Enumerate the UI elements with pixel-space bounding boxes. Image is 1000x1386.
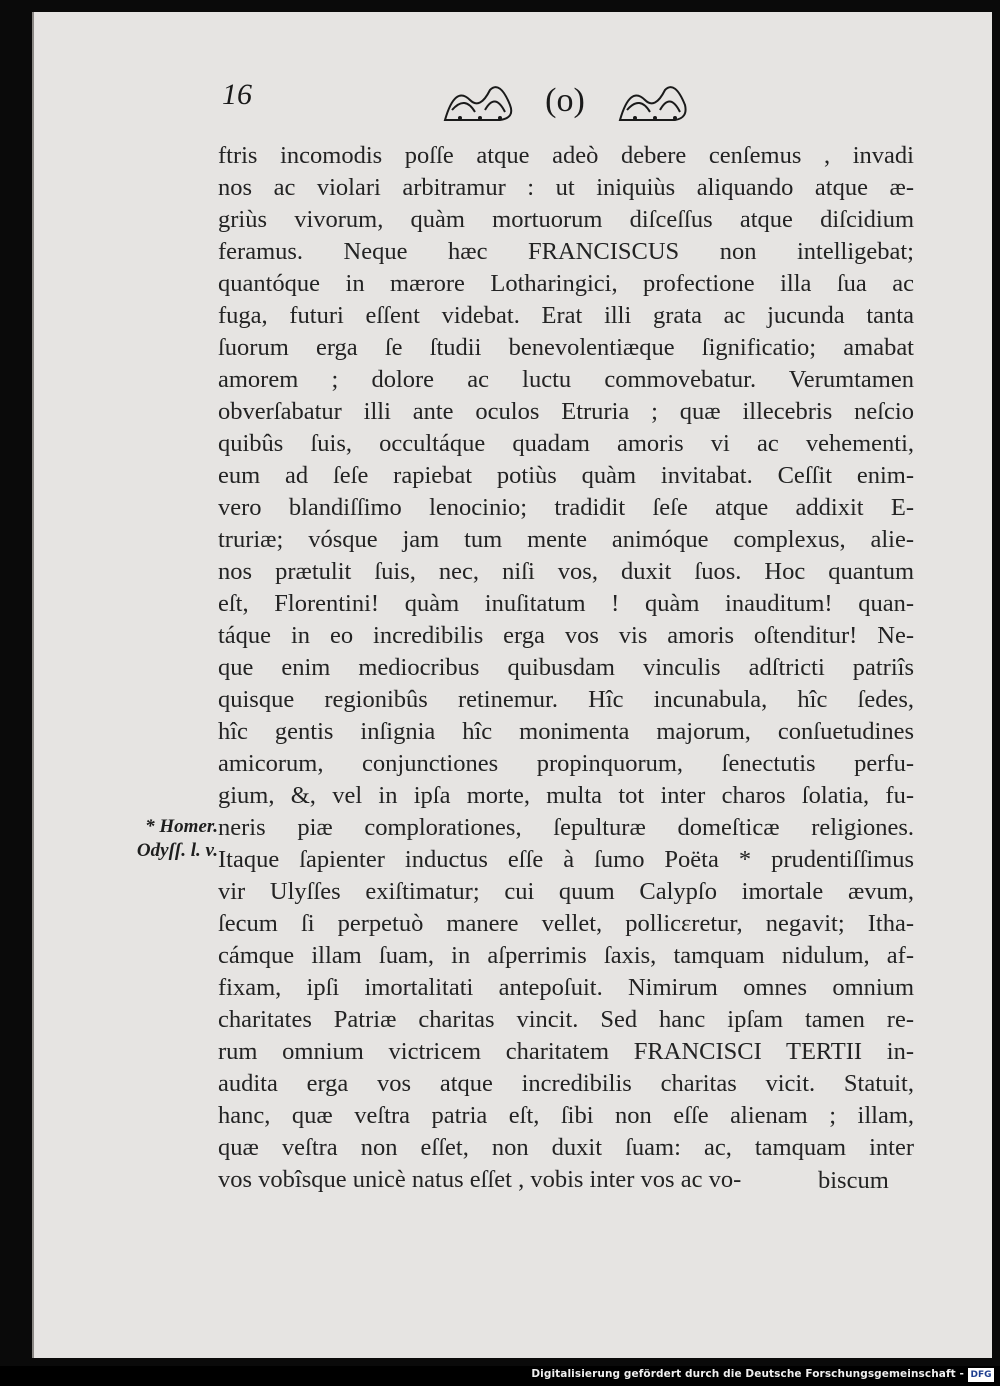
text-line: que enim mediocribus quibusdam vinculis adſtricti patriîs (218, 654, 914, 681)
text-line: ſecum ſi perpetuò manere vellet, pollicεretur, negavit; Itha- (218, 910, 914, 937)
text-line: quisque regionibûs retinemur. Hîc incunabula, hîc ſedes, (218, 686, 914, 713)
text-line: ſuorum erga ſe ſtudii benevolentiæque ſignificatio; amabat (218, 334, 914, 361)
text-line: quibûs ſuis, occultáque quadam amoris vi ac vehementi, (218, 430, 914, 457)
text-line: quantóque in mærore Lotharingici, profectione illa ſua ac (218, 270, 914, 297)
text-line: nos ac violari arbitramur : ut iniquiùs aliquando atque æ- (218, 174, 914, 201)
digitization-credit: Digitalisierung gefördert durch die Deutsche Forschungsgemeinschaft - (531, 1368, 964, 1380)
text-line: gium, &, vel in ipſa morte, multa tot inter charos ſolatia, fu- (218, 782, 914, 809)
text-line: ftris incomodis poſſe atque adeò debere cenſemus , invadi (218, 142, 914, 169)
text-line: amorem ; dolore ac luctu commovebatur. Verumtamen (218, 366, 914, 393)
text-line: charitates Patriæ charitas vincit. Sed hanc ipſam tamen re- (218, 1006, 914, 1033)
marginal-note (98, 815, 218, 863)
text-line: vos vobîsque unicè natus eſſet , vobis inter vos ac vo- (218, 1166, 742, 1193)
text-line: táque in eo incredibilis erga vos vis amoris oſtenditur! Ne- (218, 622, 914, 649)
body-text (218, 140, 914, 1196)
text-line: eum ad ſeſe rapiebat potiùs quàm invitabat. Ceſſit enim- (218, 462, 914, 489)
text-line: eſt, Florentini! quàm inuſitatum ! quàm inauditum! quan- (218, 590, 914, 617)
text-line: quæ veſtra non eſſet, non duxit ſuam: ac, tamquam inter (218, 1134, 914, 1161)
text-line: nos prætulit ſuis, nec, niſi vos, duxit ſuos. Hoc quantum (218, 558, 914, 585)
marginal-note-line: * Homer. (145, 816, 218, 837)
text-line: audita erga vos atque incredibilis charitas vicit. Statuit, (218, 1070, 914, 1097)
text-line: hanc, quæ veſtra patria eſt, ſibi non eſſe alienam ; illam, (218, 1102, 914, 1129)
text-line: truriæ; vósque jam tum mente animóque complexus, alie- (218, 526, 914, 553)
text-line: fixam, ipſi imortalitati antepoſuit. Nimirum omnes omnium (218, 974, 914, 1001)
header-ornament-text: (o) (545, 82, 585, 119)
text-line: vero blandiſſimo lenocinio; tradidit ſeſe atque addixit E- (218, 494, 914, 521)
dfg-logo-icon: DFG (968, 1368, 994, 1382)
catchword: biscum (818, 1167, 889, 1194)
text-line: rum omnium victricem charitatem FRANCISCI TERTII in- (218, 1038, 914, 1065)
text-line: fuga, futuri eſſent videbat. Erat illi grata ac jucunda tanta (218, 302, 914, 329)
page-number: 16 (222, 78, 252, 111)
text-line: feramus. Neque hæc FRANCISCUS non intelligebat; (218, 238, 914, 265)
footer-bar (0, 1366, 1000, 1386)
text-line: Itaque ſapienter inductus eſſe à ſumo Poëta * prudentiſſimus (218, 846, 914, 873)
text-line: vir Ulyſſes exiſtimatur; cui quum Calypſo imortale ævum, (218, 878, 914, 905)
marginal-note-line: Odyſſ. l. v. (136, 840, 218, 861)
text-line: neris piæ complorationes, ſepulturæ domeſticæ religiones. (218, 814, 914, 841)
text-line: cámque illam ſuam, in aſperrimis ſaxis, tamquam nidulum, af- (218, 942, 914, 969)
text-line: obverſabatur illi ante oculos Etruria ; quæ illecebris neſcio (218, 398, 914, 425)
text-line: amicorum, conjunctiones propinquorum, ſenectutis perfu- (218, 750, 914, 777)
text-line: griùs vivorum, quàm mortuorum diſceſſus atque diſcidium (218, 206, 914, 233)
text-line: hîc gentis inſignia hîc monimenta majorum, conſuetudines (218, 718, 914, 745)
